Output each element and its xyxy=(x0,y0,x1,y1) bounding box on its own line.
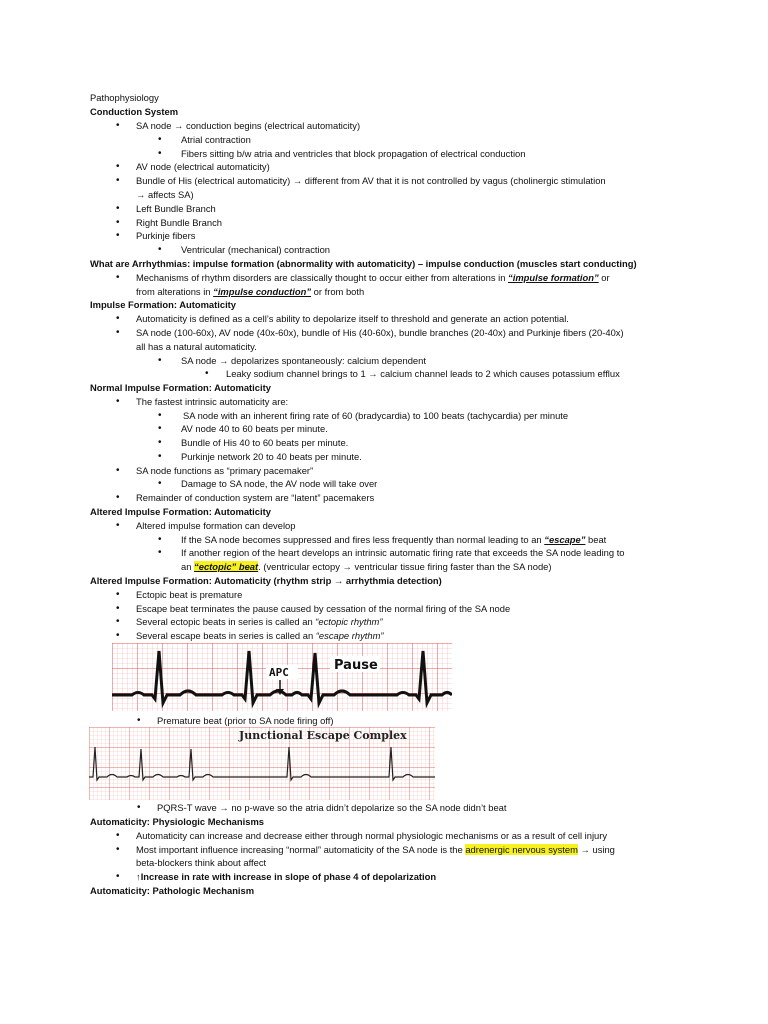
list-item: Mechanisms of rhythm disorders are classically thought to occur either from alterations in “impulse formation” or xyxy=(136,272,610,283)
list-item: Several ectopic beats in series is called an “ectopic rhythm” xyxy=(136,616,383,627)
bullet-icon: • xyxy=(158,478,162,489)
list-item: SA node with an inherent firing rate of 60 (bradycardia) to 100 beats (tachycardia) per minute xyxy=(183,410,569,421)
list-item: Atrial contraction xyxy=(181,134,251,145)
ecg-strip-junctional-escape xyxy=(89,727,435,800)
ecg-strip-apc-pause xyxy=(112,643,452,711)
list-item: Ventricular (mechanical) contraction xyxy=(181,244,331,255)
list-item: SA node → conduction begins (electrical automaticity) xyxy=(136,120,361,131)
bullet-icon: • xyxy=(116,465,120,476)
list-item: Premature beat (prior to SA node firing off) xyxy=(157,715,334,726)
bullet-icon: • xyxy=(116,230,120,241)
bullet-icon: • xyxy=(116,313,120,324)
pause-label: Pause xyxy=(334,658,378,673)
doc-title: Pathophysiology xyxy=(90,92,159,103)
bullet-icon: • xyxy=(116,175,120,186)
list-item: PQRS-T wave → no p-wave so the atria didn’t depolarize so the SA node didn’t beat xyxy=(157,802,507,813)
bullet-icon: • xyxy=(116,630,120,641)
list-item: Bundle of His 40 to 60 beats per minute. xyxy=(181,437,349,448)
list-item: AV node (electrical automaticity) xyxy=(136,161,270,172)
bullet-icon: • xyxy=(116,161,120,172)
bullet-icon: • xyxy=(116,120,120,131)
list-item: Purkinje fibers xyxy=(136,230,196,241)
bullet-icon: • xyxy=(158,451,162,462)
bullet-icon: • xyxy=(116,603,120,614)
list-item: If the SA node becomes suppressed and fires less frequently than normal leading to an “escape” beat xyxy=(181,534,607,545)
bullet-icon: • xyxy=(116,616,120,627)
list-item: Left Bundle Branch xyxy=(136,203,216,214)
bullet-icon: • xyxy=(116,396,120,407)
list-item: Leaky sodium channel brings to 1 → calcium channel leads to 2 which causes potassium efflux xyxy=(226,368,620,379)
list-item: Damage to SA node, the AV node will take over xyxy=(181,478,378,489)
bullet-icon: • xyxy=(158,547,162,558)
bullet-icon: • xyxy=(137,802,141,813)
list-item: The fastest intrinsic automaticity are: xyxy=(136,396,289,407)
bullet-icon: • xyxy=(158,148,162,159)
bullet-icon: • xyxy=(116,589,120,600)
bullet-icon: • xyxy=(116,217,120,228)
bullet-icon: • xyxy=(158,134,162,145)
heading-impulse-formation: Impulse Formation: Automaticity xyxy=(90,299,237,310)
strip-title: Junctional Escape Complex xyxy=(239,729,407,742)
list-item-continued: an “ectopic” beat. (ventricular ectopy → ventricular tissue firing faster than the SA node) xyxy=(181,561,552,572)
list-item: SA node functions as “primary pacemaker” xyxy=(136,465,314,476)
bullet-icon: • xyxy=(158,410,162,421)
bullet-icon: • xyxy=(137,715,141,726)
bullet-icon: • xyxy=(205,368,209,379)
list-item: Several escape beats in series is called an “escape rhythm” xyxy=(136,630,384,641)
emphasis-text: “ectopic rhythm” xyxy=(315,616,383,627)
list-item: If another region of the heart develops an intrinsic automatic firing rate that exceeds the SA node leading to xyxy=(181,547,625,558)
bullet-icon: • xyxy=(116,492,120,503)
bullet-icon: • xyxy=(116,830,120,841)
list-item-continued: all has a natural automaticity. xyxy=(136,341,257,352)
list-item-continued: beta-blockers think about affect xyxy=(136,857,267,868)
bullet-icon: • xyxy=(116,871,120,882)
list-item: Purkinje network 20 to 40 beats per minute. xyxy=(181,451,362,462)
bullet-icon: • xyxy=(116,520,120,531)
highlighted-text: “ectopic” beat xyxy=(194,561,259,572)
bullet-icon: • xyxy=(158,244,162,255)
bullet-icon: • xyxy=(116,327,120,338)
list-item: Right Bundle Branch xyxy=(136,217,222,228)
list-item-continued: → affects SA) xyxy=(136,189,194,200)
bullet-icon: • xyxy=(116,203,120,214)
heading-normal-impulse: Normal Impulse Formation: Automaticity xyxy=(90,382,271,393)
bullet-icon: • xyxy=(116,844,120,855)
list-item: Ectopic beat is premature xyxy=(136,589,243,600)
emphasis-text: “impulse conduction” xyxy=(213,286,312,297)
list-item: Automaticity can increase and decrease either through normal physiologic mechanisms or as a result of cell injury xyxy=(136,830,608,841)
bullet-icon: • xyxy=(158,534,162,545)
list-item-continued: from alterations in “impulse conduction” or from both xyxy=(136,286,365,297)
apc-label: APC xyxy=(269,666,289,679)
list-item: AV node 40 to 60 beats per minute. xyxy=(181,423,328,434)
heading-conduction-system: Conduction System xyxy=(90,106,179,117)
list-item: Bundle of His (electrical automaticity) → different from AV that it is not controlled by vagus (cholinergic stimulation xyxy=(136,175,606,186)
heading-rhythm-strip: Altered Impulse Formation: Automaticity (rhythm strip → arrhythmia detection) xyxy=(90,575,442,586)
emphasis-text: “impulse formation” xyxy=(508,272,599,283)
bullet-icon: • xyxy=(158,423,162,434)
list-item: Automaticity is defined as a cell’s ability to depolarize itself to threshold and generate an action potential. xyxy=(136,313,569,324)
heading-arrhythmias: What are Arrhythmias: impulse formation (abnormality with automaticity) – impulse conduction (muscles start conducting) xyxy=(90,258,637,269)
bullet-icon: • xyxy=(158,355,162,366)
list-item: SA node → depolarizes spontaneously: calcium dependent xyxy=(181,355,426,366)
highlighted-text: adrenergic nervous system xyxy=(465,844,578,855)
list-item: Remainder of conduction system are “latent” pacemakers xyxy=(136,492,375,503)
bullet-icon: • xyxy=(116,272,120,283)
bullet-icon: • xyxy=(158,437,162,448)
heading-pathologic-mechanism: Automaticity: Pathologic Mechanism xyxy=(90,885,255,896)
emphasis-text: “escape rhythm” xyxy=(315,630,384,641)
heading-physiologic-mechanisms: Automaticity: Physiologic Mechanisms xyxy=(90,816,264,827)
list-item: Most important influence increasing “normal” automaticity of the SA node is the adrenergic nervous system → using xyxy=(136,844,615,855)
list-item: ↑Increase in rate with increase in slope of phase 4 of depolarization xyxy=(136,871,437,882)
list-item: SA node (100-60x), AV node (40x-60x), bundle of His (40-60x), bundle branches (20-40x) and Purkinje fibers (20-40x) xyxy=(136,327,624,338)
list-item: Fibers sitting b/w atria and ventricles that block propagation of electrical conduction xyxy=(181,148,526,159)
list-item: Escape beat terminates the pause caused by cessation of the normal firing of the SA node xyxy=(136,603,511,614)
list-item: Altered impulse formation can develop xyxy=(136,520,296,531)
heading-altered-impulse: Altered Impulse Formation: Automaticity xyxy=(90,506,271,517)
emphasis-text: “escape” xyxy=(544,534,586,545)
